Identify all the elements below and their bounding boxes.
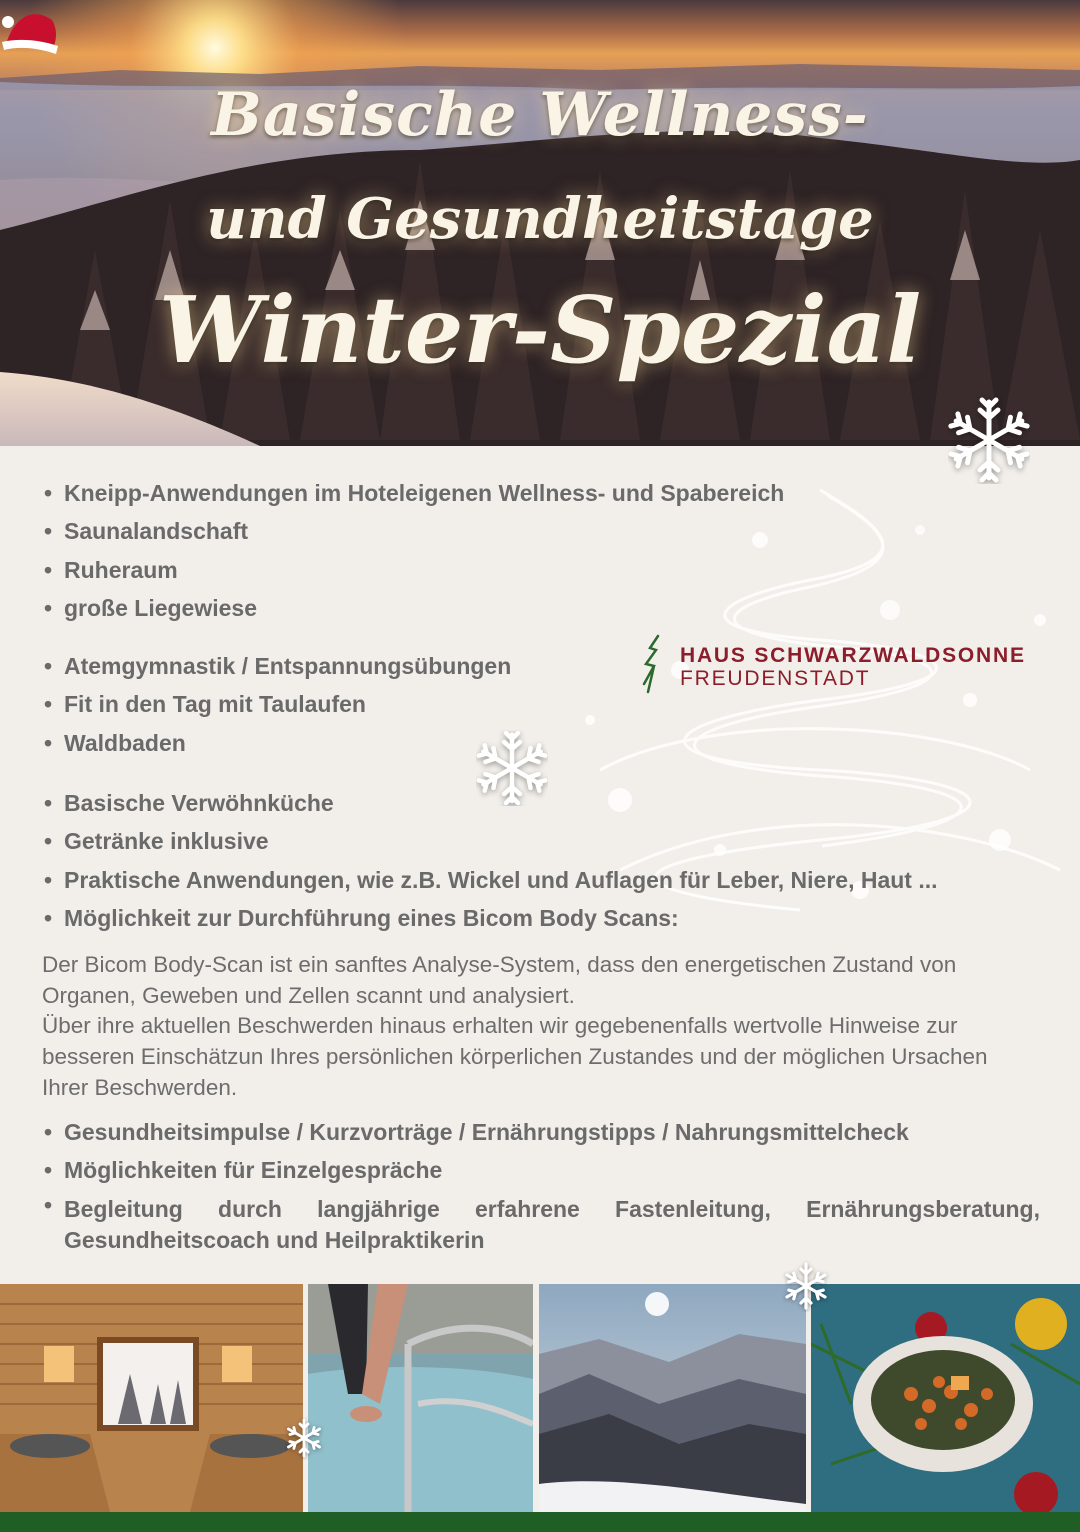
list-item: • Getränke inklusive [44, 822, 1040, 860]
snowflake-icon [476, 730, 548, 806]
list-item: • Waldbaden [44, 724, 1040, 762]
hero-title-line2: und Gesundheitstage [206, 186, 874, 252]
snowflake-icon [948, 396, 1030, 484]
list-item: • Begleitung durch langjährige erfahrene Fastenleitung, Ernährungsberatung, Gesundheitscoach und Heilpraktikerin [44, 1190, 1040, 1256]
mountain-photo [539, 1284, 806, 1512]
list-item: • Kneipp-Anwendungen im Hoteleigenen Wellness- und Spabereich [44, 474, 1040, 512]
list-item: • Gesundheitsimpulse / Kurzvorträge / Ernährungstipps / Nahrungsmittelcheck [44, 1113, 1040, 1151]
list-item: • Möglichkeiten für Einzelgespräche [44, 1151, 1040, 1189]
list-item: • Praktische Anwendungen, wie z.B. Wickel und Auflagen für Leber, Niere, Haut ... [44, 861, 1040, 899]
kneipp-photo [308, 1284, 533, 1512]
logo-city-name: FREUDENSTADT [680, 667, 871, 690]
snowflake-icon [782, 1260, 830, 1312]
hero-banner [0, 0, 1080, 446]
feature-list-support [44, 1113, 1040, 1256]
list-item: • Atemgymnastik / Entspannungsübungen [44, 647, 1040, 685]
santa-hat-icon [0, 0, 62, 58]
list-item: • große Liegewiese [44, 589, 1040, 627]
list-item: • Saunalandschaft [44, 512, 1040, 550]
hero-title-winter-spezial: Winter-Spezial [158, 276, 922, 384]
list-item: • Ruheraum [44, 551, 1040, 589]
feature-list-wellness [44, 474, 1040, 628]
feature-list-cuisine [44, 784, 1040, 938]
hero-title-line1: Basische Wellness- [211, 80, 869, 150]
logo-hotel-name: HAUS SCHWARZWALDSONNE [680, 644, 1026, 667]
sauna-photo [0, 1284, 303, 1512]
list-item: • Möglichkeit zur Durchführung eines Bicom Body Scans: [44, 899, 1040, 937]
food-photo [811, 1284, 1080, 1512]
snowflake-icon [284, 1416, 324, 1460]
photo-strip [0, 1284, 1080, 1512]
bicom-description [42, 950, 1032, 1104]
list-item: • Fit in den Tag mit Taulaufen [44, 685, 1040, 723]
list-item: • Basische Verwöhnküche [44, 784, 1040, 822]
description-paragraph: Der Bicom Body-Scan ist ein sanftes Analyse-System, dass den energetischen Zustand von Organen, Geweben und Zellen scannt und analysiert. [42, 952, 957, 1008]
footer-bar [0, 1512, 1080, 1532]
description-paragraph: Über ihre aktuellen Beschwerden hinaus erhalten wir gegebenenfalls wertvolle Hinweise zur besseren Einschätzun Ihres persönlichen körperlichen Zustandes und der möglichen Ursachen Ihrer Beschwerden. [42, 1013, 988, 1100]
